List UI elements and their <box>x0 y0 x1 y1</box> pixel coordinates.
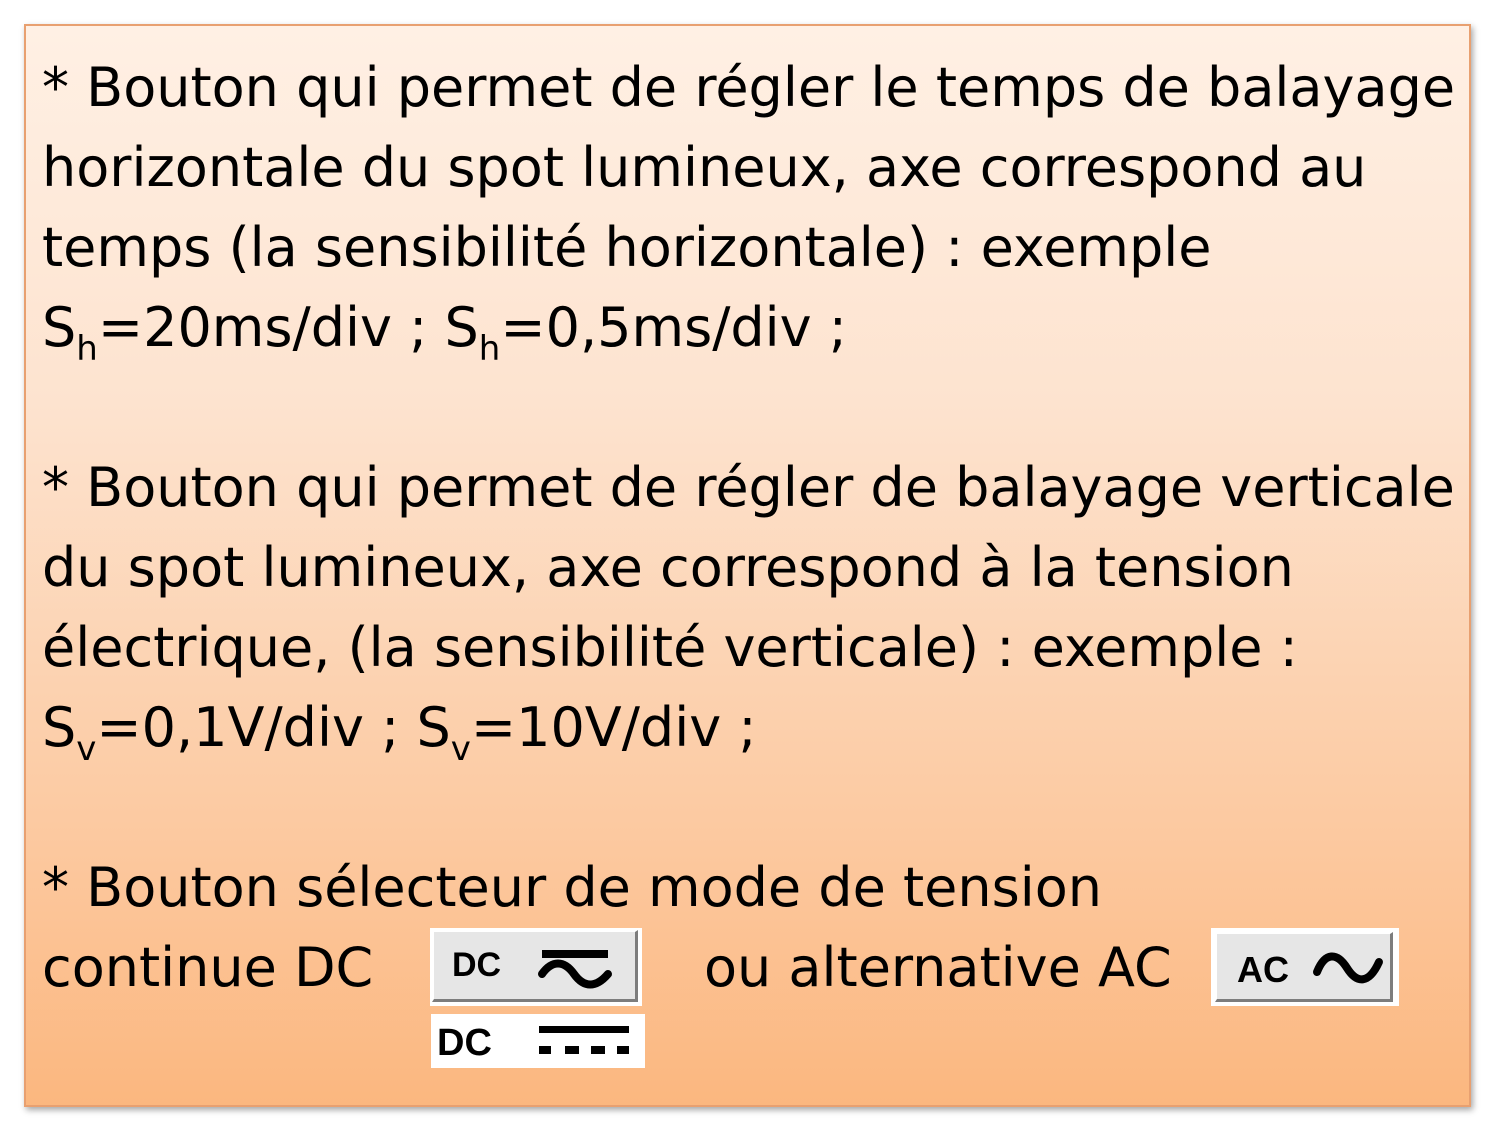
ac-button <box>1211 928 1399 1006</box>
ac-button-face <box>1215 932 1393 1002</box>
sh-subscript: h <box>76 329 98 369</box>
para2-line3: électrique, (la sensibilité verticale) : exemple : <box>42 616 1298 679</box>
dc-ac-label: DC <box>452 946 502 984</box>
sh-symbol-2: S <box>444 296 479 359</box>
sv-value-2: =10V/div ; <box>470 696 757 759</box>
para1-line2: horizontale du spot lumineux, axe correspond au <box>42 136 1367 199</box>
dc-ac-coupling-face <box>432 930 638 1002</box>
sh-value-2: =0,5ms/div ; <box>500 296 847 359</box>
sv-symbol-2: S <box>416 696 451 759</box>
ac-wave-icon <box>1313 950 1383 986</box>
para1-line3: temps (la sensibilité horizontale) : exemple <box>42 216 1212 279</box>
para2-line2: du spot lumineux, axe correspond à la tension <box>42 536 1294 599</box>
sh-symbol: S <box>42 296 77 359</box>
sv-symbol: S <box>42 696 77 759</box>
sh-subscript-2: h <box>478 329 501 369</box>
dc-dashed-line-icon <box>537 1024 633 1058</box>
para1-line4 <box>42 296 847 369</box>
sv-value-1: =0,1V/div ; <box>96 696 417 759</box>
para1-line1: * Bouton qui permet de régler le temps de balayage <box>42 56 1456 119</box>
dc-label: DC <box>437 1022 492 1064</box>
dc-ac-coupling-icon <box>538 944 616 990</box>
para3-line2-right: ou alternative AC <box>704 936 1172 999</box>
para3-line1: * Bouton sélecteur de mode de tension <box>42 856 1102 919</box>
sv-subscript: v <box>76 729 97 769</box>
sv-subscript-2: v <box>450 729 471 769</box>
para2-line4 <box>42 696 757 769</box>
sh-value-1: =20ms/div ; <box>97 296 445 359</box>
para2-line1: * Bouton qui permet de régler de balayage verticale <box>42 456 1455 519</box>
dc-ac-coupling-button <box>430 928 642 1006</box>
para3-line2-left: continue DC <box>42 936 374 999</box>
dc-mode-label <box>431 1014 645 1068</box>
ac-label: AC <box>1237 949 1289 990</box>
